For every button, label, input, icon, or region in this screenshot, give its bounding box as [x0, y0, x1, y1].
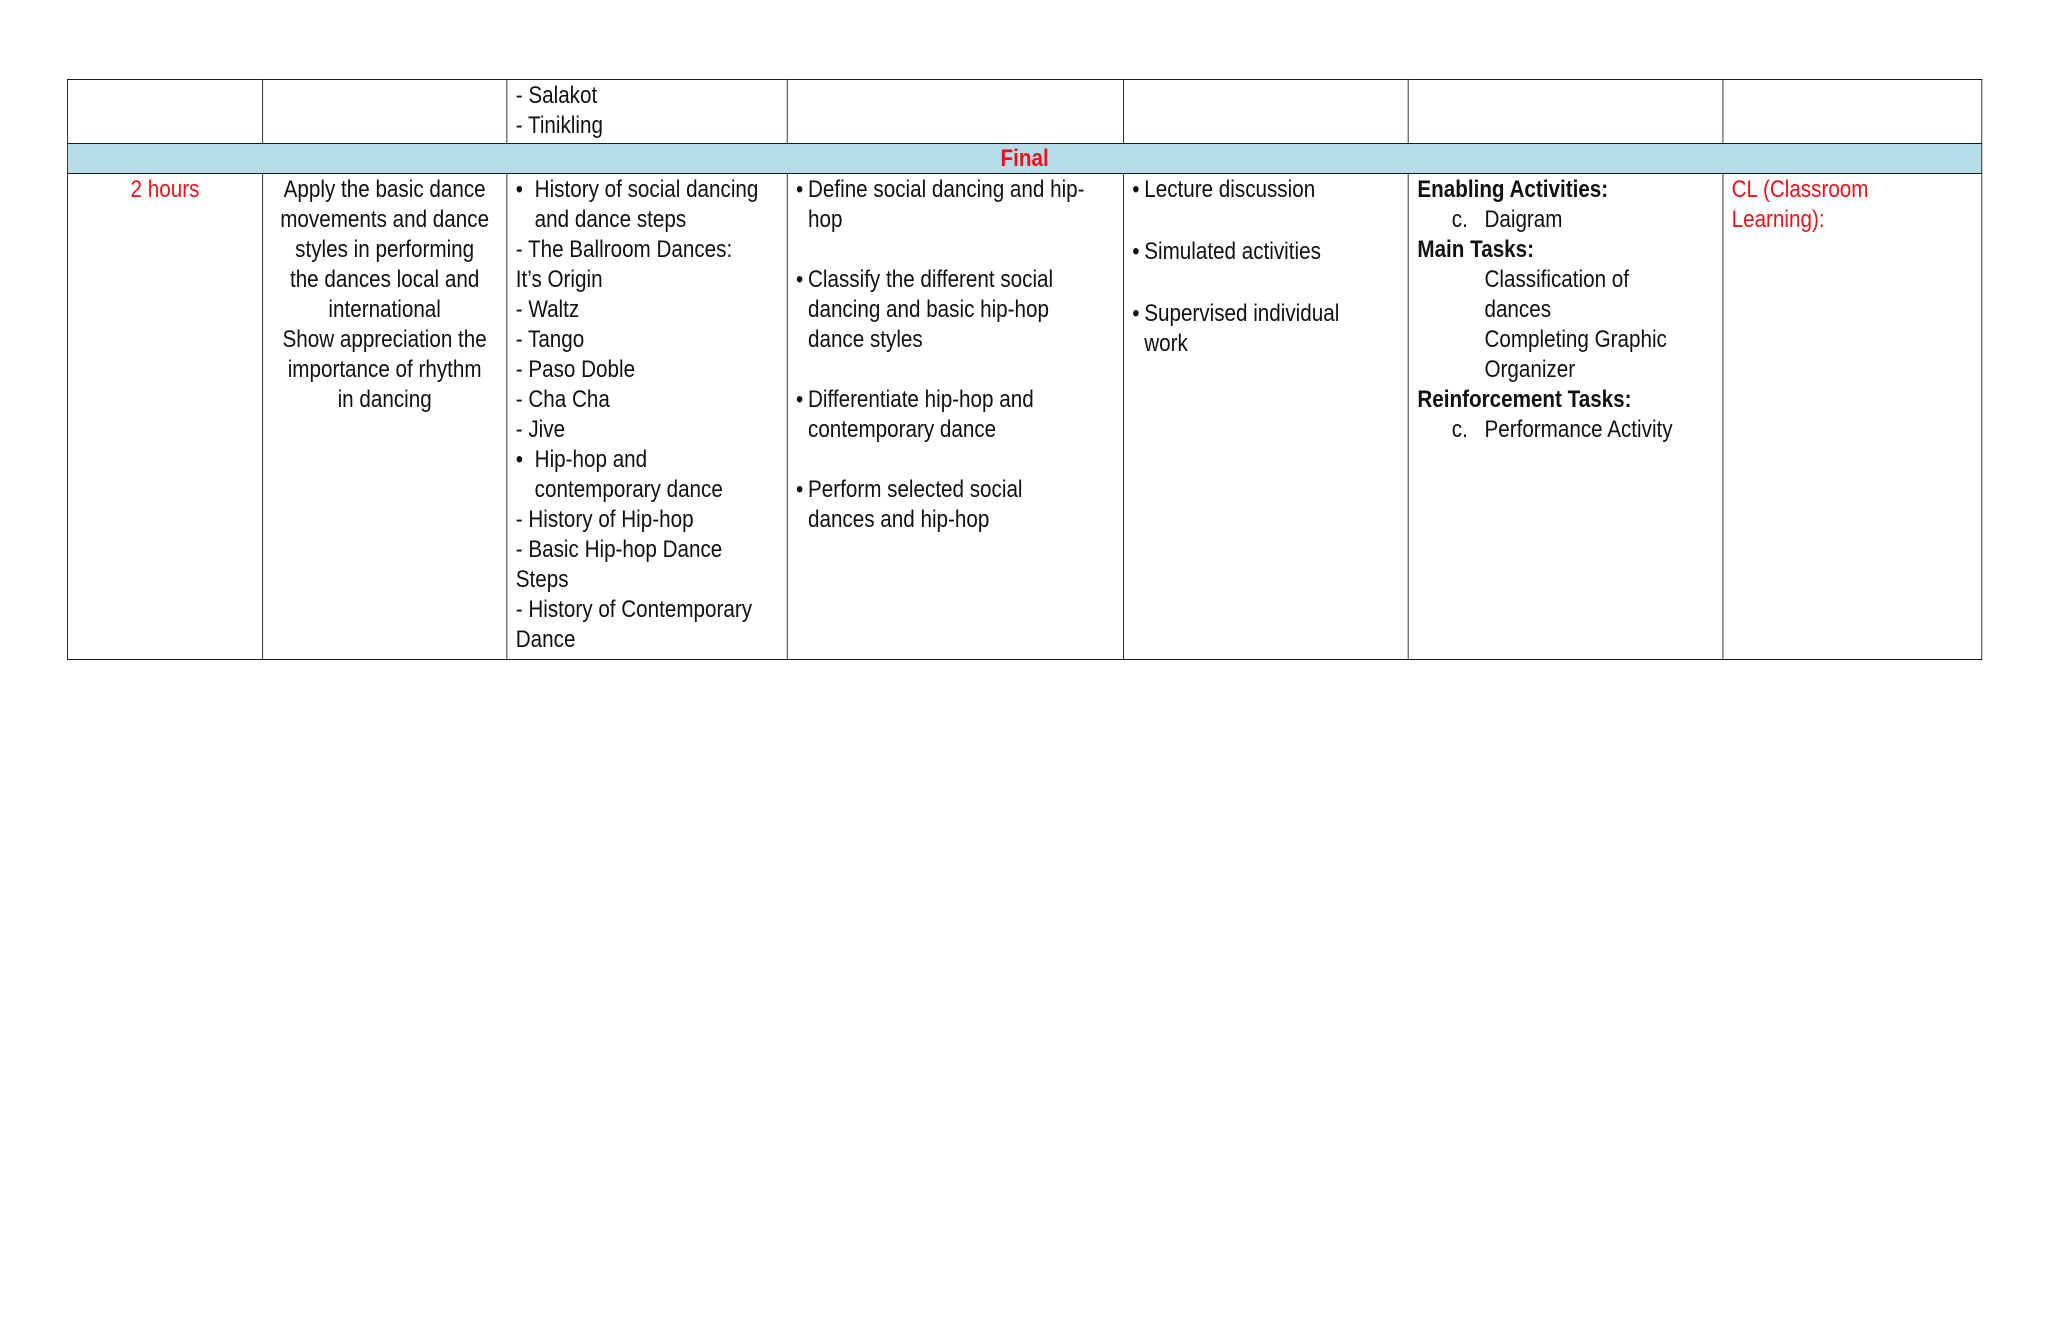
duration-text: 2 hours	[130, 176, 200, 203]
table-cell	[787, 80, 1123, 144]
main-task-line: Classification of	[1484, 266, 1630, 293]
topic-line: - Jive	[515, 416, 566, 443]
bullet-icon: •	[1132, 300, 1140, 327]
reinforcement-task-item	[1417, 415, 1713, 445]
enabling-activity-item	[1417, 205, 1713, 235]
table-row	[67, 174, 1981, 660]
table-cell	[1123, 80, 1408, 144]
bullet-icon: •	[795, 266, 804, 293]
topic-line: Dance	[515, 626, 576, 653]
topic-line: - Paso Doble	[515, 356, 636, 383]
outcome-line: the dances local and	[289, 266, 480, 293]
bullet-icon: •	[795, 176, 804, 203]
table-cell	[1408, 80, 1722, 144]
topic-line: Hip-hop and	[534, 446, 648, 473]
objective-line: dances and hip-hop	[807, 506, 990, 533]
topics-cell-continued	[507, 80, 787, 144]
objective-line: hop	[807, 206, 843, 233]
objective-line: Classify the different social	[807, 266, 1054, 293]
objective-line: Differentiate hip-hop and	[807, 386, 1034, 413]
topic-line: contemporary dance	[534, 476, 723, 503]
objectives-cell	[787, 174, 1123, 660]
method-line: work	[1144, 330, 1188, 357]
topic-line: Steps	[515, 566, 569, 593]
activities-cell	[1408, 174, 1722, 660]
method-item	[1132, 299, 1399, 359]
outcome-line: Apply the basic dance	[283, 176, 486, 203]
learning-outcomes-cell	[263, 174, 507, 660]
section-title: Final	[67, 144, 1981, 174]
topic-line: - The Ballroom Dances:	[515, 236, 733, 263]
outcome-line: international	[328, 296, 441, 323]
enabling-activities-label: Enabling Activities:	[1417, 176, 1609, 203]
table-cell	[1723, 80, 1982, 144]
topic-line: - History of Hip-hop	[515, 506, 694, 533]
reinforcement-tasks-label: Reinforcement Tasks:	[1417, 386, 1632, 413]
bullet-icon: •	[795, 476, 804, 503]
method-line: Simulated activities	[1144, 238, 1321, 265]
topic-bullet	[516, 445, 778, 505]
topic-line: - Cha Cha	[515, 386, 610, 413]
bullet-icon: •	[1132, 238, 1140, 265]
topic-line: History of social dancing	[534, 176, 759, 203]
objective-item	[796, 265, 1114, 355]
topic-line: - Basic Hip-hop Dance	[515, 536, 723, 563]
topic-bullet	[516, 175, 778, 235]
list-letter: c.	[1451, 206, 1468, 233]
topic-line: It’s Origin	[515, 266, 603, 293]
method-item	[1132, 175, 1399, 205]
table-cell	[263, 80, 507, 144]
method-item	[1132, 237, 1399, 267]
outcome-line: Show appreciation the	[282, 326, 487, 353]
objective-line: dancing and basic hip-hop	[807, 296, 1049, 323]
main-tasks-label: Main Tasks:	[1417, 236, 1535, 263]
list-letter: c.	[1451, 416, 1468, 443]
bullet-icon: •	[515, 176, 523, 203]
topic-line: and dance steps	[534, 206, 687, 233]
syllabus-table	[67, 79, 1982, 660]
topic-line: - Waltz	[515, 296, 580, 323]
topic-line: - Salakot	[515, 82, 598, 109]
topic-line: - History of Contemporary	[515, 596, 753, 623]
outcome-line: in dancing	[337, 386, 432, 413]
table-cell	[67, 80, 262, 144]
topic-line: - Tango	[515, 326, 585, 353]
method-line: Lecture discussion	[1144, 176, 1316, 203]
table-row	[67, 80, 1981, 144]
outcome-line: importance of rhythm	[287, 356, 482, 383]
main-task-line: dances	[1484, 296, 1552, 323]
bullet-icon: •	[1132, 176, 1140, 203]
main-task-line: Organizer	[1484, 356, 1576, 383]
duration-cell	[67, 174, 262, 660]
activity-text: Daigram	[1484, 206, 1563, 233]
topics-cell	[507, 174, 787, 660]
assessment-line: CL (Classroom	[1731, 176, 1869, 203]
activity-text: Performance Activity	[1484, 416, 1673, 443]
objective-item	[796, 385, 1114, 445]
method-line: Supervised individual	[1144, 300, 1340, 327]
objective-line: contemporary dance	[807, 416, 997, 443]
section-header-row	[67, 144, 1981, 174]
assessment-line: Learning):	[1731, 206, 1825, 233]
methods-cell	[1123, 174, 1408, 660]
objective-line: Perform selected social	[807, 476, 1023, 503]
objective-item	[796, 475, 1114, 535]
main-task-line: Completing Graphic	[1484, 326, 1667, 353]
topic-line: - Tinikling	[515, 112, 603, 139]
outcome-line: styles in performing	[295, 236, 475, 263]
bullet-icon: •	[795, 386, 804, 413]
outcome-line: movements and dance	[280, 206, 490, 233]
objective-line: dance styles	[807, 326, 923, 353]
bullet-icon: •	[515, 446, 523, 473]
objective-line: Define social dancing and hip-	[807, 176, 1085, 203]
objective-item	[796, 175, 1114, 235]
assessment-cell	[1723, 174, 1982, 660]
